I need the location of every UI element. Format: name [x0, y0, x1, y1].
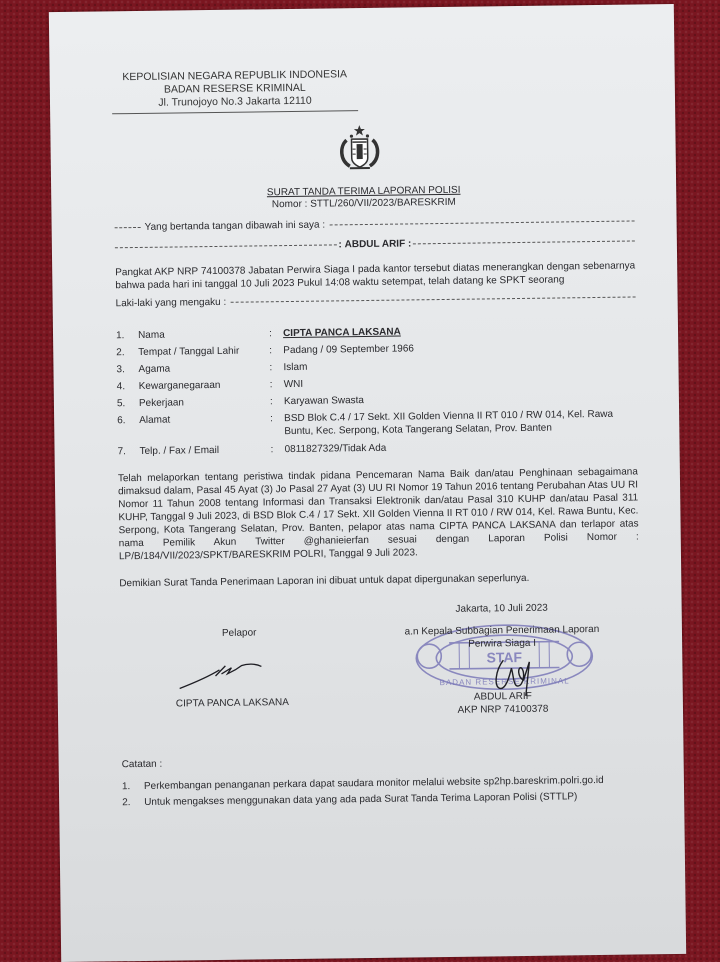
reporter-signature-name: CIPTA PANCA LAKSANA: [175, 697, 289, 710]
letterhead-line-2: BADAN RESERSE KRIMINAL: [163, 81, 306, 96]
stamp-center-text: STAF: [486, 648, 523, 666]
detail-row-occupation: 5. Pekerjaan : Karyawan Swasta: [116, 395, 365, 410]
detail-row-contact: 7. Telp. / Fax / Email : 0811827329/Tidak Ada: [117, 442, 387, 458]
note-item: 2. Untuk mengakses menggunakan data yang ada pada Surat Tanda Terima Laporan Polisi (STTLP): [122, 791, 578, 809]
notes-heading: Catatan :: [121, 758, 163, 771]
statement-tail-line: [116, 291, 636, 309]
detail-row-religion: 3. Agama : Islam: [116, 361, 308, 376]
letterhead: [120, 68, 350, 110]
intro-line: [115, 215, 635, 233]
detail-row-address: 6. Alamat : BSD Blok C.4 / 17 Sekt. XII Golden Vienna II RT 010 / RW 014, Kel. Rawa Buntu, Kec. Serpong, Kota Tangerang Selatan, Prov. Banten: [117, 408, 614, 438]
document-paper: [49, 4, 686, 962]
reporter-role: Pelapor: [221, 627, 257, 639]
dash-filler: [115, 244, 337, 248]
stamp-bottom-text: BADAN RESERSE KRIMINAL: [439, 676, 570, 688]
place-date: Jakarta, 10 Juli 2023: [455, 602, 548, 615]
detail-row-citizenship: 4. Kewarganegaraan : WNI: [116, 378, 304, 393]
officer-position: Perwira Siaga I: [468, 637, 537, 650]
document-number: Nomor : STTL/260/VII/2023/BARESKRIM: [271, 196, 456, 211]
statement-tail: Laki-laki yang mengaku :: [115, 296, 227, 310]
note-item: 1. Perkembangan penanganan perkara dapat saudara monitor melalui website sp2hp.bareskrim.polri.go.id: [121, 774, 604, 793]
dash-filler: [230, 296, 635, 302]
officer-line: : ABDUL ARIF :: [115, 235, 635, 253]
statement-paragraph: Pangkat AKP NRP 74100378 Jabatan Perwira Siaga I pada kantor tersebut diatas menerangkan dengan sebenarnya bahwa pada hari ini tanggal 10 Juli 2023 Pukul 14:08 waktu setempat, telah datang ke SPKT seorang: [115, 260, 636, 292]
officer-name: ABDUL ARIF: [344, 238, 406, 251]
letterhead-divider: [112, 110, 358, 114]
officer-signature-block: [387, 601, 618, 652]
dash-filler: [115, 227, 141, 228]
dash-filler: [413, 240, 635, 244]
reporter-signature-icon: [175, 661, 275, 692]
report-paragraph: Telah melaporkan tentang peristiwa tindak pidana Pencemaran Nama Baik dan/atau Penghinaan sebagaimana dimaksud dalam, Pasal 45 Ayat (3) Jo Pasal 27 Ayat (3) UU RI Nomor 19 Tahun 2016 tentang Perubahan Atas UU RI Nomor 11 Tahun 2008 tentang Informasi dan Transaksi Elektronik dan/atau Pasal 310 KUHP dan/atau Pasal 311 KUHP, Tanggal 9 Juli 2023, di BSD Blok C.4 / 17 Sekt. XII Golden Vienna II RT 010 / RW 014, Kel. Rawa Buntu, Kec. Serpong, Kota Tangerang Selatan, Prov. Banten, pelapor atas nama CIPTA PANCA LAKSANA dan terlapor atas nama Pemilik Akun Twitter @ghanieierfan sesuai dengan Laporan Polisi Nomor : LP/B/184/VII/2023/SPKT/BARESKRIM POLRI, Tanggal 9 Juli 2023.: [117, 466, 639, 563]
on-behalf-line: a.n Kepala Subbagian Penerimaan Laporan: [404, 623, 600, 638]
document-title: SURAT TANDA TERIMA LAPORAN POLISI: [266, 184, 461, 199]
dash-filler: [329, 220, 634, 225]
document-title-block: [51, 182, 676, 214]
intro-text: Yang bertanda tangan dibawah ini saya :: [144, 219, 326, 233]
letterhead-line-1: KEPOLISIAN NEGARA REPUBLIK INDONESIA: [122, 68, 348, 84]
officer-signature-name: ABDUL ARIF: [473, 690, 532, 703]
officer-name-block: [388, 689, 618, 718]
detail-row-name: 1. Nama : CIPTA PANCA LAKSANA: [116, 320, 636, 344]
officer-rank-nrp: AKP NRP 74100378: [457, 703, 549, 716]
detail-row-birth: 2. Tempat / Tanggal Lahir : Padang / 09 September 1966: [116, 343, 414, 359]
letterhead-line-3: Jl. Trunojoyo No.3 Jakarta 12110: [158, 94, 312, 109]
notes-section: [122, 750, 663, 811]
reporter-name: CIPTA PANCA LAKSANA: [282, 326, 401, 340]
closing-paragraph: Demikian Surat Tanda Penerimaan Laporan ini dibuat untuk dapat dipergunakan seperlunya.: [119, 572, 530, 590]
reporter-details: [116, 320, 638, 460]
police-emblem-icon: [337, 124, 382, 173]
